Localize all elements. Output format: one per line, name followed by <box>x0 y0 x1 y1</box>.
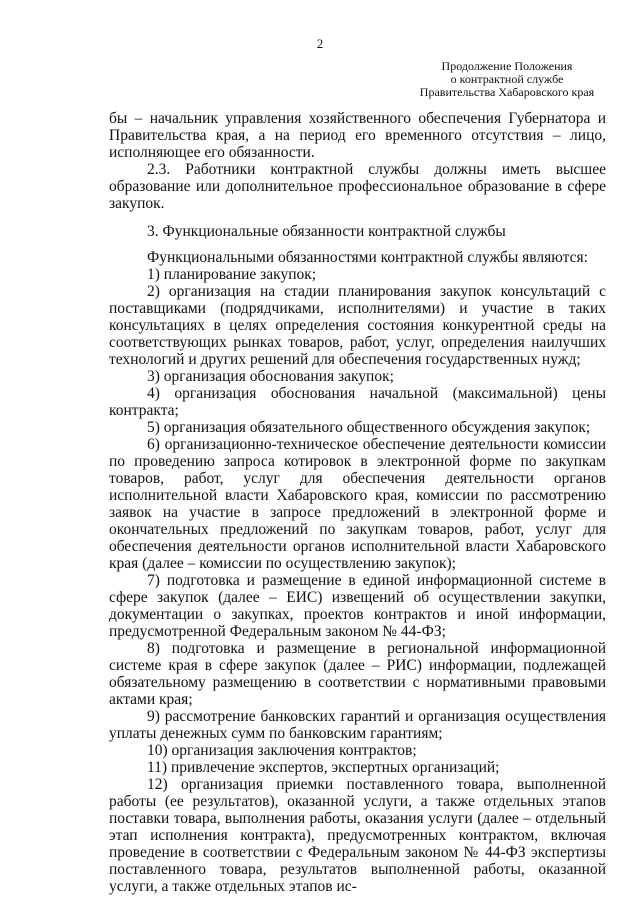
paragraph: бы – начальник управления хозяйственного обеспечения Губернатора и Правительства края, а на период его временного отсутствия – лицо, исполняющее его обязанности. <box>109 110 606 161</box>
list-item: 8) подготовка и размещение в региональной информационной системе края в сфере закупок (далее – РИС) информации, подлежащей обязательному размещению в соответствии с нормативными правовыми актами края; <box>109 640 606 708</box>
list-item: 5) организация обязательного общественного обсуждения закупок; <box>147 419 591 436</box>
paragraph: 2.3. Работники контрактной службы должны иметь высшее образование или дополнительное профессиональное образование в сфере закупок. <box>109 161 606 212</box>
header-note <box>402 60 612 99</box>
list-item: 4) организация обоснования начальной (максимальной) цены контракта; <box>109 385 606 419</box>
header-line: Правительства Хабаровского края <box>419 85 595 99</box>
list-item: 12) организация приемки поставленного товара, выполненной работы (ее результатов), оказанной услуги, а также отдельных этапов поставки товара, выполнения работы, оказания услуги (далее – отдельный этап исполнения контракта), предусмотренных контрактом, включая проведение в соответствии с Федеральным законом № 44-ФЗ экспертизы поставленного товара, результатов выполненной работы, оказанной услуги, а также отдельных этапов ис- <box>109 776 606 895</box>
list-item: 1) планирование закупок; <box>147 266 317 283</box>
list-item: 2) организация на стадии планирования закупок консультаций с поставщиками (подрядчиками, исполнителями) и участие в таких консультациях в целях определения состояния конкурентной среды на соответствующих рынках товаров, работ, услуг, определения наилучших технологий и других решений для обеспечения государственных нужд; <box>109 283 606 368</box>
list-item: 11) привлечение экспертов, экспертных организаций; <box>147 759 500 776</box>
document-body <box>109 110 606 895</box>
header-line: Продолжение Положения <box>441 59 573 73</box>
list-item: 7) подготовка и размещение в единой информационной системе в сфере закупок (далее – ЕИС) извещений об осуществлении закупки, документации о закупках, проектов контрактов и иной информации, предусмотренной Федеральным законом № 44-ФЗ; <box>109 572 606 640</box>
paragraph: Функциональными обязанностями контрактной службы являются: <box>147 249 588 266</box>
header-line: о контрактной службе <box>450 72 564 86</box>
list-item: 10) организация заключения контрактов; <box>147 742 417 759</box>
section-heading: 3. Функциональные обязанности контрактной службы <box>147 223 506 240</box>
list-item: 6) организационно-техническое обеспечение деятельности комиссии по проведению запроса котировок в электронной форме по закупкам товаров, работ, услуг для обеспечения деятельности органов исполнительной власти Хабаровского края, комиссии по рассмотрению заявок на участие в запросе предложений в электронной форме и окончательных предложений по закупкам товаров, работ, услуг для обеспечения деятельности органов исполнительной власти Хабаровского края (далее – комиссии по осуществлению закупок); <box>109 436 606 572</box>
list-item: 9) рассмотрение банковских гарантий и организация осуществления уплаты денежных сумм по банковским гарантиям; <box>109 708 606 742</box>
list-item: 3) организация обоснования закупок; <box>147 368 394 385</box>
page-number: 2 <box>316 36 324 51</box>
